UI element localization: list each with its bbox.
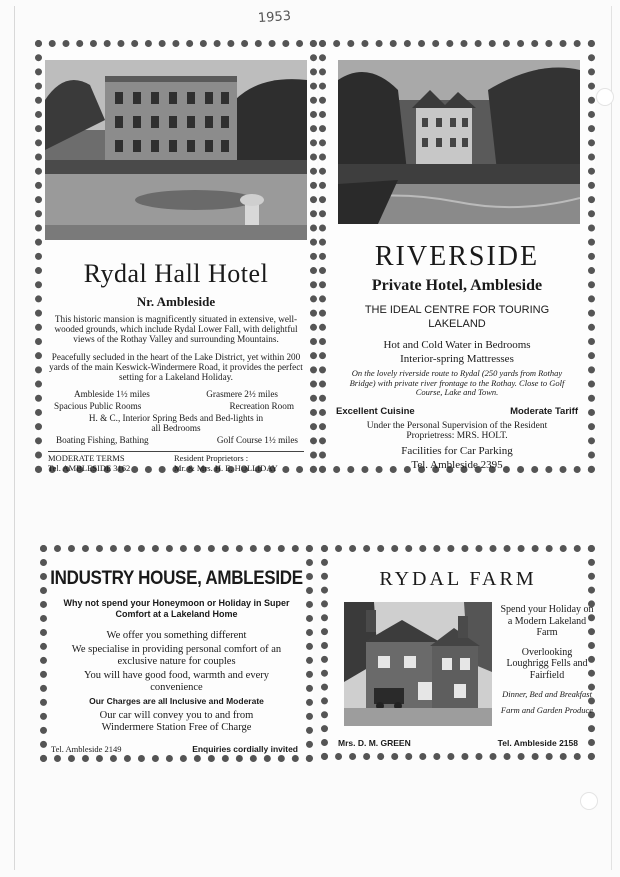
- riverside-tagline: THE IDEAL CENTRE FOR TOURING LAKELAND: [364, 304, 550, 330]
- moderate-tariff: Moderate Tariff: [510, 406, 578, 417]
- rydal-farm-telephone: Tel. Ambleside 2158: [497, 738, 578, 748]
- car-line: Our car will convey you to and from Windermere Station Free of Charge: [99, 710, 254, 733]
- ad-rydal-hall: [35, 40, 317, 473]
- handwritten-year: 1953: [257, 8, 292, 27]
- divider: [48, 451, 304, 452]
- ad-industry-house: [40, 545, 313, 762]
- specialise-line: We specialise in providing personal comfort of an exclusive nature for couples: [71, 644, 282, 667]
- riverside-title: RIVERSIDE: [374, 241, 540, 272]
- rydal-farm-photo: [344, 602, 492, 726]
- punch-hole: [596, 88, 614, 106]
- distance-ambleside: Ambleside 1½ miles: [74, 389, 150, 399]
- rydal-hall-telephone: Tel. AMBLESIDE 3162: [48, 463, 131, 473]
- excellent-cuisine: Excellent Cuisine: [336, 406, 415, 417]
- amenity-golf: Golf Course 1½ miles: [216, 435, 298, 445]
- rydal-farm-title: RYDAL FARM: [379, 568, 537, 590]
- rydal-hall-title: Rydal Hall Hotel: [83, 259, 269, 288]
- distance-grasmere: Grasmere 2½ miles: [206, 389, 278, 399]
- rydal-farm-overlooking: Overlooking Loughrigg Fells and Fairfield: [506, 646, 588, 681]
- amenity-recreation-room: Recreation Room: [229, 401, 294, 411]
- amenity-bedrooms: H. & C., Interior Spring Beds and Bed-lights in all Bedrooms: [88, 413, 264, 433]
- moderate-terms: MODERATE TERMS: [48, 453, 125, 463]
- rydal-hall-location: Peacefully secluded in the heart of the Lake District, yet within 200 yards of the main Keswick-Windermere Road, it provides the perfect setting for a Lakeland Holiday.: [49, 352, 303, 382]
- riverside-subtitle: Private Hotel, Ambleside: [371, 277, 543, 294]
- enquiries-invited: Enquiries cordially invited: [192, 744, 298, 754]
- rydal-farm-spend: Spend your Holiday on a Modern Lakeland Farm: [500, 604, 594, 638]
- rydal-hall-photo: [45, 60, 307, 240]
- rydal-hall-subtitle: Nr. Ambleside: [136, 294, 216, 309]
- riverside-water: Hot and Cold Water in Bedrooms: [383, 339, 531, 351]
- ad-rydal-farm: [321, 545, 595, 760]
- riverside-photo: [338, 60, 580, 224]
- riverside-mattresses: Interior-spring Mattresses: [400, 353, 514, 365]
- riverside-parking: Facilities for Car Parking: [401, 445, 513, 457]
- riverside-route: On the lovely riverside route to Rydal (250 yards from Rothay Bridge) with private river frontage to the Rothay. Close to Golf Course, Lake and Town.: [349, 368, 565, 397]
- amenity-public-rooms: Spacious Public Rooms: [54, 401, 142, 411]
- industry-house-headline: Why not spend your Honeymoon or Holiday in Super Comfort at a Lakeland Home: [63, 598, 290, 619]
- punch-hole: [580, 792, 598, 810]
- ad-riverside: [319, 40, 595, 473]
- rydal-hall-description: This historic mansion is magnificently situated in extensive, well-wooded grounds, which include Rydal Lower Fall, with delightful views of the Rothay Valley and surrounding Mountains.: [54, 314, 298, 344]
- rydal-farm-owner: Mrs. D. M. GREEN: [338, 738, 411, 748]
- riverside-telephone: Tel. Ambleside 2395: [411, 459, 503, 471]
- rydal-farm-produce: Farm and Garden Produce: [500, 705, 594, 715]
- industry-house-telephone: Tel. Ambleside 2149: [51, 744, 122, 754]
- food-line: You will have good food, warmth and every convenience: [84, 670, 269, 693]
- proprietors-names: Mr. & Mrs. H. E. HOLLIDAY: [174, 463, 278, 473]
- charges-line: Our Charges are all Inclusive and Moderate: [89, 696, 264, 706]
- riverside-supervision: Under the Personal Supervision of the Resident Proprietress: MRS. HOLT.: [366, 421, 548, 441]
- offer-line: We offer you something different: [106, 630, 247, 641]
- rydal-farm-dinner: Dinner, Bed and Breakfast: [502, 689, 592, 699]
- proprietors-label: Resident Proprietors :: [174, 453, 249, 463]
- industry-house-title: INDUSTRY HOUSE, AMBLESIDE: [50, 566, 303, 589]
- amenity-boating: Boating Fishing, Bathing: [56, 435, 149, 445]
